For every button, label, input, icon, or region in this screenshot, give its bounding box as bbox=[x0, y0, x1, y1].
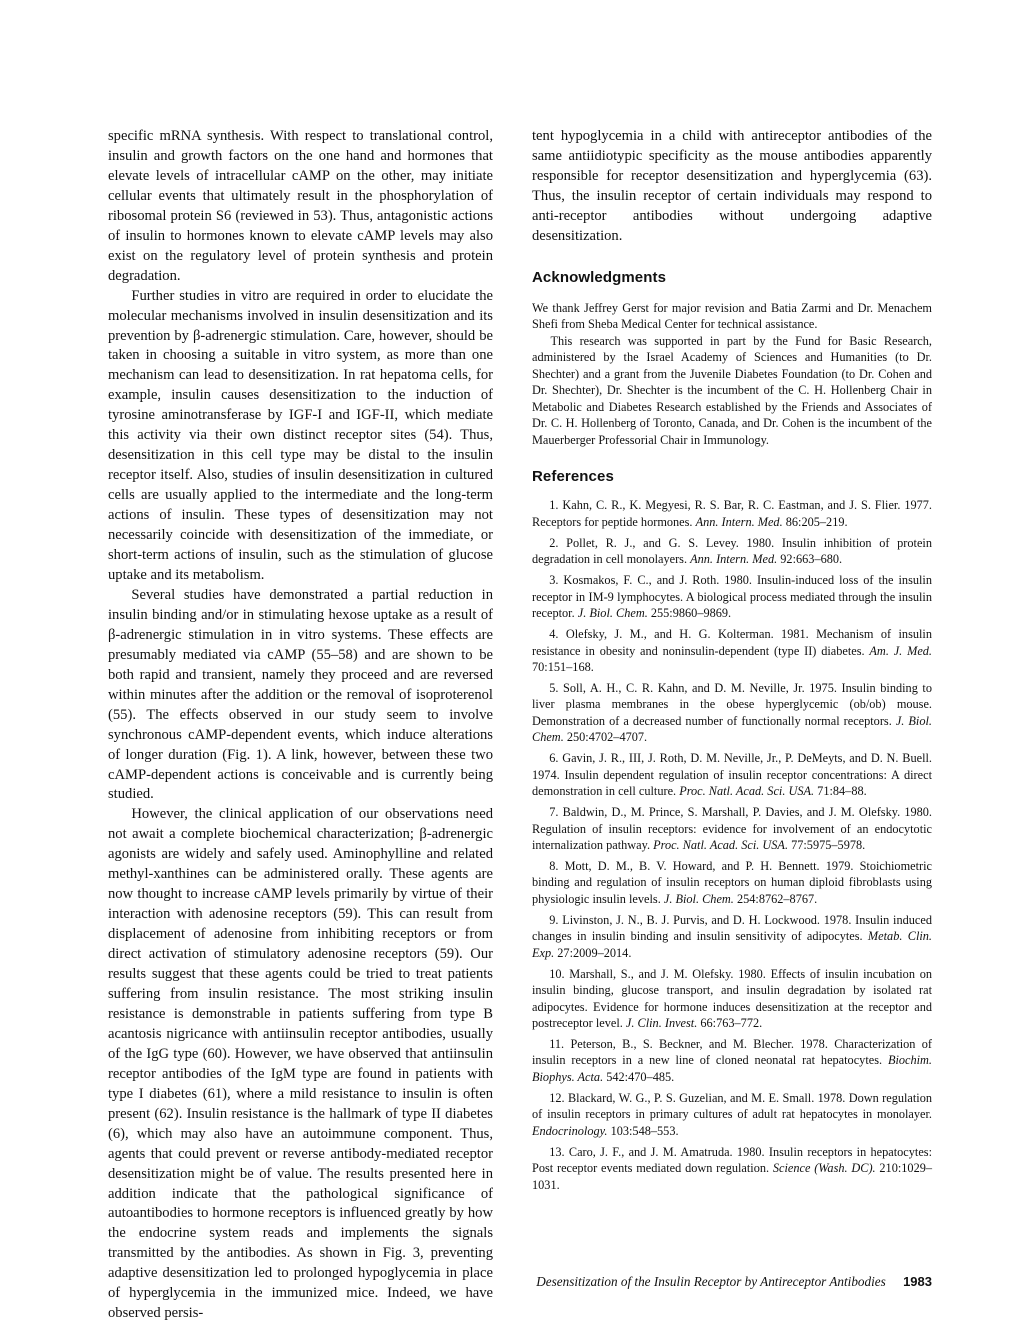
body-paragraph-continuation: tent hypoglycemia in a child with antireceptor antibodies of the same antiidiotypic specificity as the mouse antibodies apparently responsible for receptor desensitization and hyperglycemia (63). Thus, the insulin receptor of certain individuals may respond to anti-receptor antibodies without undergoing adaptive desensitization. bbox=[532, 128, 932, 244]
body-paragraph: specific mRNA synthesis. With respect to translational control, insulin and growth factors on the one hand and hormones that elevate levels of intracellular cAMP on the other, may initiate cellular events that ultimately result in the phosphorylation of ribosomal protein S6 (reviewed in 53). Thus, antagonistic actions of insulin to hormones known to elevate cAMP levels may also exist on the regulatory level of protein synthesis and protein degradation. bbox=[108, 128, 493, 284]
page-footer bbox=[480, 1274, 932, 1290]
reference-journal: Proc. Natl. Acad. Sci. USA. bbox=[653, 837, 789, 852]
body-paragraph: Further studies in vitro are required in order to elucidate the molecular mechanisms involved in insulin desensitization and its prevention by β-adrenergic stimulation. Care, however, should be taken in choosing a suitable in vitro system, as more than one mechanism can lead to desensitization. In rat hepatoma cells, for example, insulin causes desensitization to the induction of tyrosine aminotransferase by IGF-I and IGF-II, which mediate this activity via their own distinct receptor sites (54). Thus, desensitization in this cell type may be distal to the insulin receptor itself. Also, studies of insulin desensitization in cultured cells are usually applied to the intermediate and the long-term actions of insulin. These types of desensitization may not necessarily coincide with desensitization of the immediate, or short-term actions of insulin, such as the stimulation of glucose uptake and its metabolism. bbox=[108, 287, 493, 583]
reference-journal: J. Biol. Chem. bbox=[663, 891, 734, 906]
reference-text: 4. Olefsky, J. M., and H. G. Kolterman. 1981. Mechanism of insulin resistance in obesity and noninsulin-dependent (type II) diabetes. bbox=[532, 627, 932, 658]
reference-journal: Ann. Intern. Med. bbox=[695, 514, 783, 529]
reference-journal: J. Clin. Invest. bbox=[625, 1015, 698, 1030]
reference-journal: Am. J. Med. bbox=[869, 643, 932, 658]
reference-item bbox=[532, 626, 932, 675]
reference-text: 12. Blackard, W. G., P. S. Guzelian, and M. E. Small. 1978. Down regulation of insulin receptors in primary cultures of adult rat hepatocytes in monolayer. bbox=[532, 1091, 932, 1122]
reference-text: 8. Mott, D. M., B. V. Howard, and P. H. Bennett. 1979. Stoichiometric binding and regulation of insulin receptors on human diploid fibroblasts using physiologic insulin levels. bbox=[532, 859, 932, 906]
reference-journal: Science (Wash. DC). bbox=[772, 1161, 876, 1176]
reference-citation: 77:5975–5978. bbox=[791, 837, 866, 852]
reference-citation: 66:763–772. bbox=[700, 1015, 763, 1030]
reference-journal: J. Biol. Chem. bbox=[532, 713, 932, 745]
reference-item bbox=[532, 535, 932, 568]
reference-citation: 210:1029–1031. bbox=[532, 1161, 933, 1192]
reference-list bbox=[532, 497, 932, 1193]
reference-item bbox=[532, 912, 932, 961]
reference-citation: 71:84–88. bbox=[817, 783, 867, 798]
reference-citation: 255:9860–9869. bbox=[650, 606, 732, 620]
reference-text: 5. Soll, A. H., C. R. Kahn, and D. M. Neville, Jr. 1975. Insulin binding to liver plasma membranes in the obese hyperglycemic (ob/ob) mouse. Demonstration of a decreased number of functionally normal receptors. bbox=[532, 681, 932, 728]
reference-text: 6. Gavin, J. R., III, J. Roth, D. M. Neville, Jr., P. DeMeyts, and D. N. Buell. 1974. Insulin dependent regulation of insulin receptor concentrations: A direct demonstration in cell culture. bbox=[532, 751, 932, 798]
reference-item bbox=[532, 966, 932, 1031]
reference-journal: Metab. Clin. Exp. bbox=[532, 929, 933, 960]
reference-item bbox=[532, 572, 932, 621]
reference-citation: 70:151–168. bbox=[532, 659, 594, 674]
reference-item bbox=[532, 858, 932, 907]
reference-item bbox=[532, 497, 932, 530]
reference-item bbox=[532, 1144, 932, 1193]
reference-item bbox=[532, 1090, 932, 1139]
references-heading: References bbox=[532, 468, 614, 486]
reference-citation: 103:548–553. bbox=[610, 1123, 679, 1138]
reference-citation: 92:663–680. bbox=[780, 552, 843, 567]
reference-citation: 250:4702–4707. bbox=[566, 730, 648, 745]
reference-citation: 86:205–219. bbox=[785, 514, 848, 529]
reference-item bbox=[532, 750, 932, 799]
right-column bbox=[532, 127, 932, 1198]
reference-text: 3. Kosmakos, F. C., and J. Roth. 1980. Insulin-induced loss of the insulin receptor in IM-9 lymphocytes. A biological process mediated through the insulin receptor. bbox=[532, 573, 932, 620]
page-number: 1983 bbox=[903, 1274, 932, 1289]
reference-text: 1. Kahn, C. R., K. Megyesi, R. S. Bar, R. C. Eastman, and J. S. Flier. 1977. Receptors for peptide hormones. bbox=[532, 498, 932, 529]
reference-citation: 27:2009–2014. bbox=[557, 945, 632, 960]
running-title: Desensitization of the Insulin Receptor by Antireceptor Antibodies bbox=[536, 1274, 886, 1289]
reference-journal: Biochim. Biophys. Acta. bbox=[532, 1053, 933, 1084]
reference-journal: J. Biol. Chem. bbox=[577, 606, 648, 620]
reference-journal: Proc. Natl. Acad. Sci. USA. bbox=[679, 783, 815, 798]
left-column bbox=[108, 127, 493, 1324]
reference-text: 7. Baldwin, D., M. Prince, S. Marshall, P. Davies, and J. M. Olefsky. 1980. Regulation of insulin receptors: evidence for involvement of an endocytotic internalization pathway. bbox=[532, 805, 932, 852]
reference-journal: Ann. Intern. Med. bbox=[690, 552, 778, 567]
reference-citation: 542:470–485. bbox=[606, 1069, 675, 1084]
reference-journal: Endocrinology. bbox=[532, 1123, 608, 1138]
body-paragraph: However, the clinical application of our observations need not await a complete biochemical characterization; β-adrenergic agonists are widely and safely used. Aminophylline and related methyl-xanthines can be administered orally. These agents are now thought to increase cAMP levels primarily by virtue of their interaction with adenosine receptors (59). This can result from displacement of adenosine from inhibiting receptors or from direct activation of stimulatory adenosine receptors (59). Our results suggest that these agents could be tried to treat patients suffering from insulin resistance. The most striking insulin resistance is demonstrable in patients suffering from type B acantosis nigricance with antiinsulin receptor antibodies, usually of the IgG type (60). However, we have observed that antiinsulin receptor antibodies of the IgM type are found in patients with type I diabetes (61), where a mild resistance to insulin is often present (62). Insulin resistance is the hallmark of type II diabetes (6), which may also have an autoimmune component. Thus, agents that could prevent or reverse antibody-mediated receptor desensitization might be of value. The results presented here in addition indicate that the pathological significance of autoantibodies to hormone receptors is influenced greatly by how the endocrine system reads and implements the signals transmitted by the antibodies. As shown in Fig. 3, preventing adaptive desensitization led to prolonged hypoglycemia in place of hyperglycemia in the immunized mice. Indeed, we have observed persis- bbox=[108, 806, 493, 1322]
reference-text: 13. Caro, J. F., and J. M. Amatruda. 1980. Insulin receptors in hepatocytes: Post receptor events mediated down regulation. bbox=[532, 1144, 932, 1176]
reference-item bbox=[532, 804, 932, 853]
acknowledgments-paragraph: We thank Jeffrey Gerst for major revision and Batia Zarmi and Dr. Menachem Shefi from Sheba Medical Center for technical assistance. bbox=[532, 300, 932, 332]
reference-text: 2. Pollet, R. J., and G. S. Levey. 1980. Insulin inhibition of protein degradation in cell monolayers. bbox=[532, 535, 932, 567]
reference-text: 11. Peterson, B., S. Beckner, and M. Blecher. 1978. Characterization of insulin receptors in a new line of cloned neonatal rat hepatocytes. bbox=[532, 1037, 932, 1068]
acknowledgments-heading: Acknowledgments bbox=[532, 268, 667, 286]
reference-text: 10. Marshall, S., and J. M. Olefsky. 1980. Effects of insulin incubation on insulin binding, glucose transport, and insulin degradation by isolated rat adipocytes. Evidence for hormone induces desensitization at the receptor and postreceptor level. bbox=[532, 966, 932, 1030]
acknowledgments-paragraph: This research was supported in part by the Fund for Basic Research, administered by the Israel Academy of Sciences and Humanities (to Dr. Shechter) and a grant from the Juvenile Diabetes Foundation (to Dr. Cohen and Dr. Shechter), Dr. Shechter is the incumbent of the C. H. Hollenberg Chair in Metabolic and Diabetes Research established by the Friends and Associates of Dr. C. H. Hollenberg of Toronto, Canada, and Dr. Cohen is the incumbent of the Mauerberger Professorial Chair in Immunology. bbox=[532, 333, 932, 447]
reference-item bbox=[532, 1036, 932, 1085]
reference-text: 9. Livinston, J. N., B. J. Purvis, and D. H. Lockwood. 1978. Insulin induced changes in insulin binding and insulin sensitivity of adipocytes. bbox=[532, 913, 932, 944]
reference-item bbox=[532, 680, 932, 745]
body-paragraph: Several studies have demonstrated a partial reduction in insulin binding and/or in stimulating hexose uptake as a result of β-adrenergic stimulation in in vitro systems. These effects are presumably mediated via cAMP (55–58) and are shown to be both rapid and transient, namely they proceed and are reversed within minutes after the addition or the removal of isoproterenol (55). The effects observed in our study seem to involve synchronous cAMP-dependent events, which induce alterations of longer duration (Fig. 1). A link, however, between these two cAMP-dependent actions is conceivable and is currently being studied. bbox=[108, 586, 493, 803]
reference-citation: 254:8762–8767. bbox=[736, 891, 818, 906]
